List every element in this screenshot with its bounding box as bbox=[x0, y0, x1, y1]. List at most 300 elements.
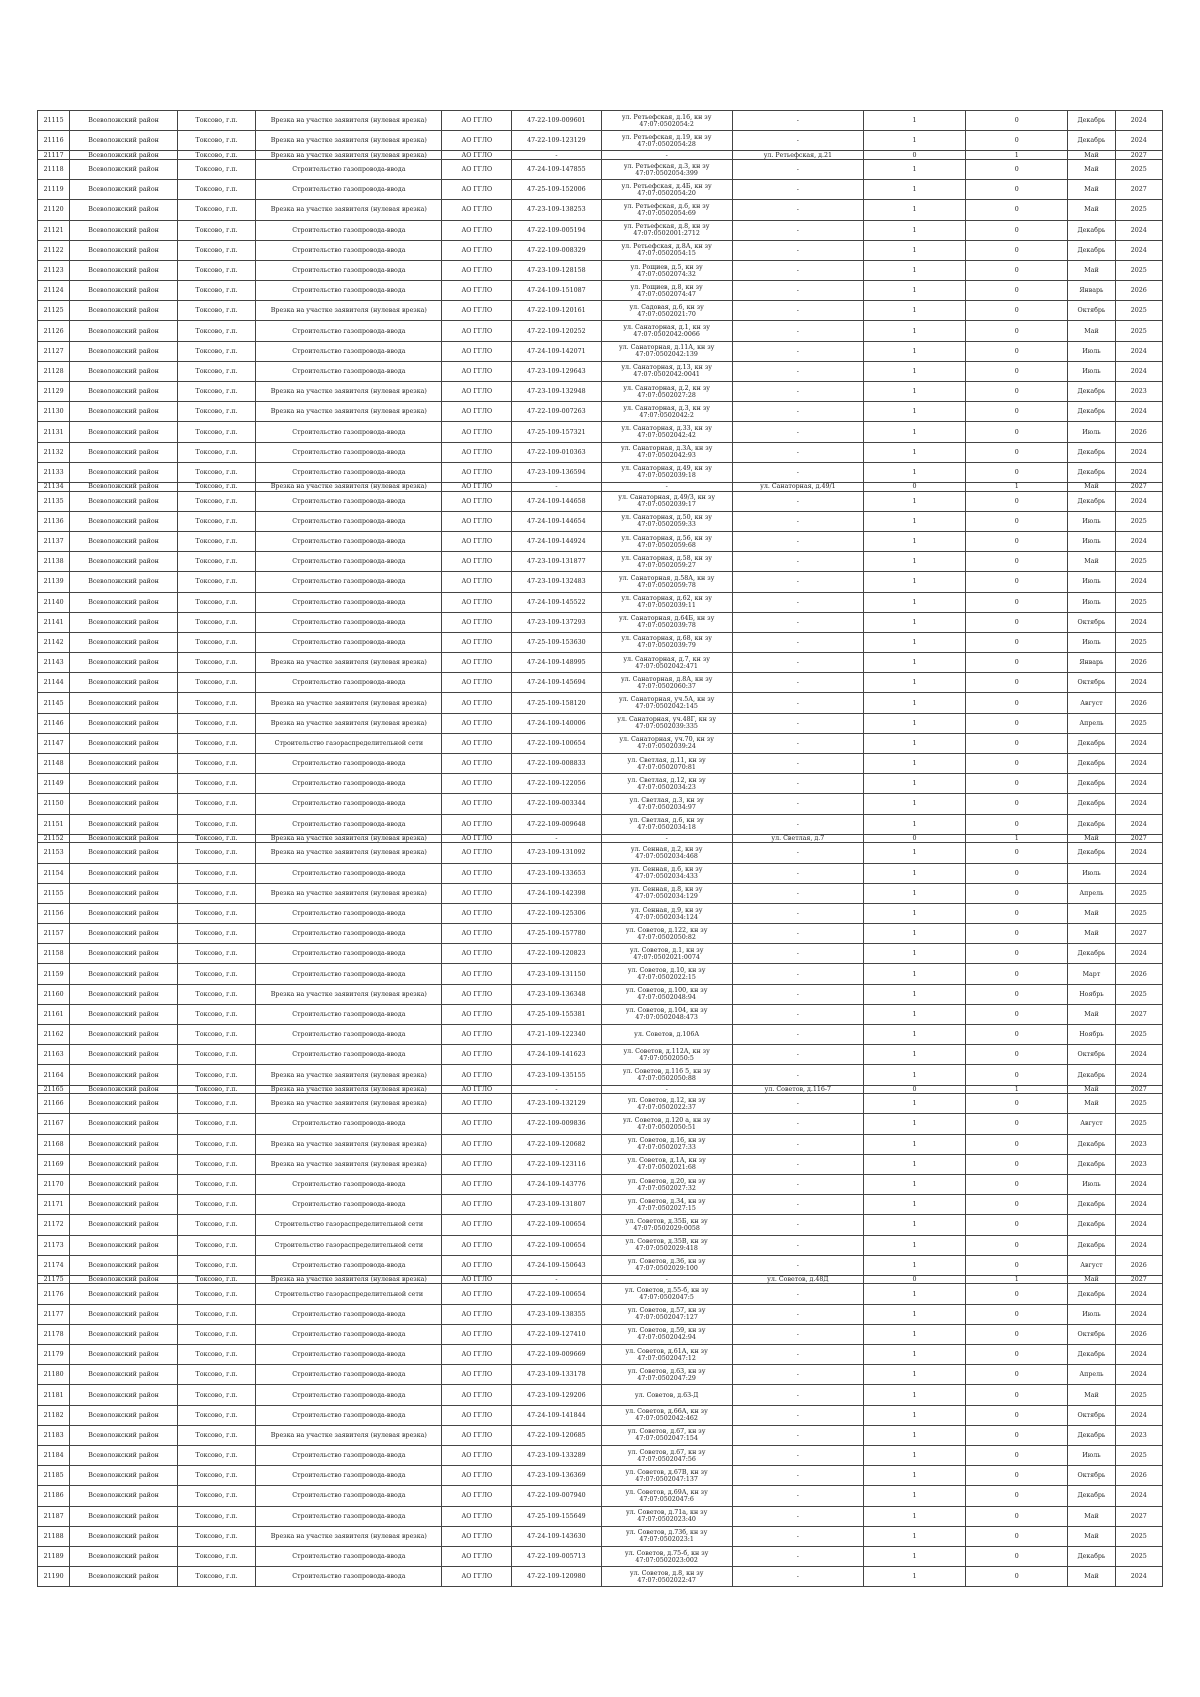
count-b-cell: 0 bbox=[966, 301, 1068, 321]
plain-address-cell: - bbox=[732, 159, 863, 179]
count-a-cell: 1 bbox=[863, 1235, 965, 1255]
district-cell: Всеволожский район bbox=[70, 361, 178, 381]
plain-address-cell: - bbox=[732, 1154, 863, 1174]
count-a-cell: 0 bbox=[863, 482, 965, 491]
row-number-cell: 21118 bbox=[38, 159, 70, 179]
settlement-cell: Токсово, г.п. bbox=[177, 1425, 256, 1445]
request-number-cell: 47-23-109-136594 bbox=[512, 462, 601, 482]
count-b-cell: 1 bbox=[966, 834, 1068, 843]
row-number-cell: 21125 bbox=[38, 301, 70, 321]
table-row bbox=[38, 693, 1163, 713]
organization-cell: АО ГГЛО bbox=[442, 984, 512, 1004]
table-row bbox=[38, 1004, 1163, 1024]
year-cell: 2024 bbox=[1115, 1235, 1162, 1255]
month-cell: Май bbox=[1068, 1385, 1115, 1405]
year-cell: 2023 bbox=[1115, 1134, 1162, 1154]
plain-address-cell: - bbox=[732, 511, 863, 531]
row-number-cell: 21164 bbox=[38, 1065, 70, 1085]
work-type-cell: Врезка на участке заявителя (нулевая врезка) bbox=[256, 382, 442, 402]
district-cell: Всеволожский район bbox=[70, 552, 178, 572]
row-number-cell: 21134 bbox=[38, 482, 70, 491]
month-cell: Декабрь bbox=[1068, 1425, 1115, 1445]
work-type-cell: Строительство газопровода-ввода bbox=[256, 531, 442, 551]
month-cell: Декабрь bbox=[1068, 843, 1115, 863]
district-cell: Всеволожский район bbox=[70, 281, 178, 301]
district-cell: Всеволожский район bbox=[70, 1345, 178, 1365]
year-cell: 2024 bbox=[1115, 572, 1162, 592]
cadastral-address-cell: ул. Советов, д.63, кн зу 47:07:0502047:29 bbox=[601, 1365, 732, 1385]
table-row bbox=[38, 321, 1163, 341]
row-number-cell: 21136 bbox=[38, 511, 70, 531]
year-cell: 2025 bbox=[1115, 321, 1162, 341]
request-number-cell: 47-24-109-140006 bbox=[512, 713, 601, 733]
count-a-cell: 1 bbox=[863, 964, 965, 984]
cadastral-address-cell: ул. Советов, д.20, кн зу 47:07:0502027:32 bbox=[601, 1174, 732, 1194]
cadastral-address-cell: ул. Советов, д.16, кн зу 47:07:0502027:33 bbox=[601, 1134, 732, 1154]
settlement-cell: Токсово, г.п. bbox=[177, 1195, 256, 1215]
cadastral-address-cell: ул. Советов, д.63-Д bbox=[601, 1385, 732, 1405]
organization-cell: АО ГГЛО bbox=[442, 754, 512, 774]
organization-cell: АО ГГЛО bbox=[442, 843, 512, 863]
year-cell: 2024 bbox=[1115, 1304, 1162, 1324]
district-cell: Всеволожский район bbox=[70, 632, 178, 652]
request-number-cell: 47-25-109-158120 bbox=[512, 693, 601, 713]
table-row bbox=[38, 151, 1163, 160]
row-number-cell: 21176 bbox=[38, 1284, 70, 1304]
cadastral-address-cell: ул. Санаторная, уч.5А, кн зу 47:07:0502042:145 bbox=[601, 693, 732, 713]
work-type-cell: Врезка на участке заявителя (нулевая врезка) bbox=[256, 843, 442, 863]
row-number-cell: 21173 bbox=[38, 1235, 70, 1255]
month-cell: Декабрь bbox=[1068, 814, 1115, 834]
district-cell: Всеволожский район bbox=[70, 180, 178, 200]
month-cell: Декабрь bbox=[1068, 1345, 1115, 1365]
work-type-cell: Строительство газопровода-ввода bbox=[256, 592, 442, 612]
year-cell: 2024 bbox=[1115, 1486, 1162, 1506]
plain-address-cell: - bbox=[732, 1004, 863, 1024]
organization-cell: АО ГГЛО bbox=[442, 1445, 512, 1465]
cadastral-address-cell: ул. Советов, д.66А, кн зу 47:07:0502042:462 bbox=[601, 1405, 732, 1425]
cadastral-address-cell: ул. Санаторная, д.64Б, кн зу 47:07:0502039:78 bbox=[601, 612, 732, 632]
count-b-cell: 1 bbox=[966, 1085, 1068, 1094]
work-type-cell: Строительство газопровода-ввода bbox=[256, 1255, 442, 1275]
request-number-cell: 47-25-109-155649 bbox=[512, 1506, 601, 1526]
table-row bbox=[38, 1215, 1163, 1235]
settlement-cell: Токсово, г.п. bbox=[177, 1215, 256, 1235]
cadastral-address-cell: ул. Санаторная, д.1, кн зу 47:07:0502042:0066 bbox=[601, 321, 732, 341]
cadastral-address-cell: ул. Советов, д.34, кн зу 47:07:0502027:15 bbox=[601, 1195, 732, 1215]
work-type-cell: Строительство газопровода-ввода bbox=[256, 1567, 442, 1587]
count-a-cell: 1 bbox=[863, 1215, 965, 1235]
cadastral-address-cell: ул. Санаторная, д.2, кн зу 47:07:0502027:28 bbox=[601, 382, 732, 402]
row-number-cell: 21129 bbox=[38, 382, 70, 402]
month-cell: Июль bbox=[1068, 341, 1115, 361]
organization-cell: АО ГГЛО bbox=[442, 240, 512, 260]
organization-cell: АО ГГЛО bbox=[442, 131, 512, 151]
month-cell: Октябрь bbox=[1068, 1324, 1115, 1344]
request-number-cell: 47-22-109-120823 bbox=[512, 944, 601, 964]
year-cell: 2025 bbox=[1115, 1094, 1162, 1114]
month-cell: Май bbox=[1068, 834, 1115, 843]
request-number-cell: 47-23-109-132129 bbox=[512, 1094, 601, 1114]
plain-address-cell: - bbox=[732, 612, 863, 632]
count-b-cell: 0 bbox=[966, 1154, 1068, 1174]
district-cell: Всеволожский район bbox=[70, 1065, 178, 1085]
row-number-cell: 21162 bbox=[38, 1025, 70, 1045]
cadastral-address-cell: ул. Ретьефская, д.6, кн зу 47:07:0502054:69 bbox=[601, 200, 732, 220]
settlement-cell: Токсово, г.п. bbox=[177, 1255, 256, 1275]
work-type-cell: Строительство газопровода-ввода bbox=[256, 1195, 442, 1215]
request-number-cell: 47-24-109-141844 bbox=[512, 1405, 601, 1425]
month-cell: Март bbox=[1068, 964, 1115, 984]
work-type-cell: Строительство газопровода-ввода bbox=[256, 552, 442, 572]
organization-cell: АО ГГЛО bbox=[442, 1385, 512, 1405]
table-row bbox=[38, 1045, 1163, 1065]
count-a-cell: 1 bbox=[863, 1174, 965, 1194]
settlement-cell: Токсово, г.п. bbox=[177, 151, 256, 160]
month-cell: Ноябрь bbox=[1068, 1025, 1115, 1045]
table-row bbox=[38, 491, 1163, 511]
district-cell: Всеволожский район bbox=[70, 903, 178, 923]
work-type-cell: Строительство газопровода-ввода bbox=[256, 944, 442, 964]
table-row bbox=[38, 1546, 1163, 1566]
request-number-cell: 47-24-109-151087 bbox=[512, 281, 601, 301]
count-a-cell: 1 bbox=[863, 1094, 965, 1114]
request-number-cell: 47-25-109-153630 bbox=[512, 632, 601, 652]
table-row bbox=[38, 301, 1163, 321]
row-number-cell: 21148 bbox=[38, 754, 70, 774]
settlement-cell: Токсово, г.п. bbox=[177, 944, 256, 964]
request-number-cell: 47-23-109-133289 bbox=[512, 1445, 601, 1465]
count-a-cell: 1 bbox=[863, 944, 965, 964]
work-type-cell: Врезка на участке заявителя (нулевая врезка) bbox=[256, 131, 442, 151]
request-number-cell: 47-22-109-005194 bbox=[512, 220, 601, 240]
cadastral-address-cell: ул. Сенная, д.9, кн зу 47:07:0502034:124 bbox=[601, 903, 732, 923]
district-cell: Всеволожский район bbox=[70, 341, 178, 361]
district-cell: Всеволожский район bbox=[70, 1526, 178, 1546]
request-number-cell: 47-23-109-136348 bbox=[512, 984, 601, 1004]
year-cell: 2024 bbox=[1115, 131, 1162, 151]
cadastral-address-cell: - bbox=[601, 1275, 732, 1284]
count-b-cell: 0 bbox=[966, 1114, 1068, 1134]
cadastral-address-cell: ул. Санаторная, д.56, кн зу 47:07:0502059:68 bbox=[601, 531, 732, 551]
month-cell: Май bbox=[1068, 924, 1115, 944]
settlement-cell: Токсово, г.п. bbox=[177, 1045, 256, 1065]
table-row bbox=[38, 713, 1163, 733]
row-number-cell: 21150 bbox=[38, 794, 70, 814]
month-cell: Июль bbox=[1068, 1304, 1115, 1324]
settlement-cell: Токсово, г.п. bbox=[177, 1345, 256, 1365]
cadastral-address-cell: ул. Санаторная, д.49/3, кн зу 47:07:0502039:17 bbox=[601, 491, 732, 511]
count-a-cell: 1 bbox=[863, 673, 965, 693]
cadastral-address-cell: ул. Санаторная, д.8А, кн зу 47:07:0502060:37 bbox=[601, 673, 732, 693]
month-cell: Май bbox=[1068, 1506, 1115, 1526]
row-number-cell: 21133 bbox=[38, 462, 70, 482]
row-number-cell: 21151 bbox=[38, 814, 70, 834]
plain-address-cell: - bbox=[732, 1215, 863, 1235]
request-number-cell: 47-24-109-142071 bbox=[512, 341, 601, 361]
settlement-cell: Токсово, г.п. bbox=[177, 733, 256, 753]
district-cell: Всеволожский район bbox=[70, 1195, 178, 1215]
cadastral-address-cell: - bbox=[601, 834, 732, 843]
settlement-cell: Токсово, г.п. bbox=[177, 462, 256, 482]
work-type-cell: Врезка на участке заявителя (нулевая врезка) bbox=[256, 693, 442, 713]
request-number-cell: 47-24-109-143630 bbox=[512, 1526, 601, 1546]
settlement-cell: Токсово, г.п. bbox=[177, 1385, 256, 1405]
district-cell: Всеволожский район bbox=[70, 1154, 178, 1174]
count-a-cell: 1 bbox=[863, 592, 965, 612]
cadastral-address-cell: ул. Санаторная, уч.48Г, кн зу 47:07:0502039:335 bbox=[601, 713, 732, 733]
year-cell: 2023 bbox=[1115, 1425, 1162, 1445]
organization-cell: АО ГГЛО bbox=[442, 341, 512, 361]
count-b-cell: 0 bbox=[966, 1304, 1068, 1324]
work-type-cell: Строительство газораспределительной сети bbox=[256, 1215, 442, 1235]
year-cell: 2025 bbox=[1115, 903, 1162, 923]
organization-cell: АО ГГЛО bbox=[442, 693, 512, 713]
organization-cell: АО ГГЛО bbox=[442, 422, 512, 442]
request-number-cell: 47-22-109-009836 bbox=[512, 1114, 601, 1134]
table-row bbox=[38, 281, 1163, 301]
row-number-cell: 21142 bbox=[38, 632, 70, 652]
count-b-cell: 0 bbox=[966, 1174, 1068, 1194]
count-b-cell: 0 bbox=[966, 382, 1068, 402]
count-a-cell: 1 bbox=[863, 1365, 965, 1385]
district-cell: Всеволожский район bbox=[70, 1255, 178, 1275]
table-row bbox=[38, 1065, 1163, 1085]
row-number-cell: 21128 bbox=[38, 361, 70, 381]
request-number-cell: 47-24-109-145694 bbox=[512, 673, 601, 693]
year-cell: 2025 bbox=[1115, 260, 1162, 280]
table-row bbox=[38, 1425, 1163, 1445]
count-b-cell: 0 bbox=[966, 1506, 1068, 1526]
count-b-cell: 0 bbox=[966, 1405, 1068, 1425]
district-cell: Всеволожский район bbox=[70, 1085, 178, 1094]
request-number-cell: 47-22-109-120980 bbox=[512, 1567, 601, 1587]
year-cell: 2027 bbox=[1115, 482, 1162, 491]
cadastral-address-cell: ул. Светлая, д.11, кн зу 47:07:0502070:81 bbox=[601, 754, 732, 774]
year-cell: 2026 bbox=[1115, 1324, 1162, 1344]
count-b-cell: 0 bbox=[966, 1065, 1068, 1085]
count-b-cell: 0 bbox=[966, 1365, 1068, 1385]
row-number-cell: 21157 bbox=[38, 924, 70, 944]
district-cell: Всеволожский район bbox=[70, 1235, 178, 1255]
plain-address-cell: - bbox=[732, 903, 863, 923]
table-row bbox=[38, 843, 1163, 863]
request-number-cell: 47-23-109-135155 bbox=[512, 1065, 601, 1085]
district-cell: Всеволожский район bbox=[70, 1304, 178, 1324]
table-row bbox=[38, 883, 1163, 903]
count-b-cell: 0 bbox=[966, 774, 1068, 794]
count-b-cell: 0 bbox=[966, 260, 1068, 280]
organization-cell: АО ГГЛО bbox=[442, 673, 512, 693]
table-row bbox=[38, 834, 1163, 843]
work-type-cell: Строительство газопровода-ввода bbox=[256, 1174, 442, 1194]
settlement-cell: Токсово, г.п. bbox=[177, 883, 256, 903]
work-type-cell: Врезка на участке заявителя (нулевая врезка) bbox=[256, 111, 442, 131]
table-row bbox=[38, 1275, 1163, 1284]
count-b-cell: 1 bbox=[966, 1275, 1068, 1284]
count-b-cell: 0 bbox=[966, 592, 1068, 612]
year-cell: 2025 bbox=[1115, 301, 1162, 321]
settlement-cell: Токсово, г.п. bbox=[177, 260, 256, 280]
work-type-cell: Строительство газопровода-ввода bbox=[256, 1405, 442, 1425]
row-number-cell: 21189 bbox=[38, 1546, 70, 1566]
count-b-cell: 0 bbox=[966, 361, 1068, 381]
organization-cell: АО ГГЛО bbox=[442, 1345, 512, 1365]
month-cell: Декабрь bbox=[1068, 794, 1115, 814]
count-b-cell: 0 bbox=[966, 693, 1068, 713]
organization-cell: АО ГГЛО bbox=[442, 200, 512, 220]
organization-cell: АО ГГЛО bbox=[442, 834, 512, 843]
count-b-cell: 0 bbox=[966, 1567, 1068, 1587]
table-row bbox=[38, 462, 1163, 482]
count-a-cell: 1 bbox=[863, 1045, 965, 1065]
year-cell: 2026 bbox=[1115, 1466, 1162, 1486]
district-cell: Всеволожский район bbox=[70, 442, 178, 462]
count-a-cell: 1 bbox=[863, 794, 965, 814]
plain-address-cell: - bbox=[732, 883, 863, 903]
table-row bbox=[38, 863, 1163, 883]
settlement-cell: Токсово, г.п. bbox=[177, 843, 256, 863]
count-b-cell: 0 bbox=[966, 180, 1068, 200]
count-b-cell: 1 bbox=[966, 151, 1068, 160]
request-number-cell: 47-24-109-142398 bbox=[512, 883, 601, 903]
request-number-cell: 47-23-109-132483 bbox=[512, 572, 601, 592]
year-cell: 2025 bbox=[1115, 1025, 1162, 1045]
work-type-cell: Строительство газопровода-ввода bbox=[256, 814, 442, 834]
count-a-cell: 1 bbox=[863, 632, 965, 652]
settlement-cell: Токсово, г.п. bbox=[177, 713, 256, 733]
plain-address-cell: - bbox=[732, 653, 863, 673]
count-b-cell: 0 bbox=[966, 1094, 1068, 1114]
request-number-cell: 47-22-109-009601 bbox=[512, 111, 601, 131]
year-cell: 2027 bbox=[1115, 1275, 1162, 1284]
count-b-cell: 0 bbox=[966, 1284, 1068, 1304]
table-row bbox=[38, 733, 1163, 753]
district-cell: Всеволожский район bbox=[70, 301, 178, 321]
row-number-cell: 21154 bbox=[38, 863, 70, 883]
count-b-cell: 0 bbox=[966, 442, 1068, 462]
count-a-cell: 1 bbox=[863, 693, 965, 713]
year-cell: 2024 bbox=[1115, 863, 1162, 883]
settlement-cell: Токсово, г.п. bbox=[177, 834, 256, 843]
work-type-cell: Врезка на участке заявителя (нулевая врезка) bbox=[256, 883, 442, 903]
year-cell: 2027 bbox=[1115, 834, 1162, 843]
count-a-cell: 1 bbox=[863, 159, 965, 179]
row-number-cell: 21181 bbox=[38, 1385, 70, 1405]
count-a-cell: 1 bbox=[863, 1486, 965, 1506]
request-number-cell: 47-23-109-133178 bbox=[512, 1365, 601, 1385]
count-a-cell: 1 bbox=[863, 1025, 965, 1045]
district-cell: Всеволожский район bbox=[70, 531, 178, 551]
organization-cell: АО ГГЛО bbox=[442, 301, 512, 321]
organization-cell: АО ГГЛО bbox=[442, 260, 512, 280]
count-b-cell: 0 bbox=[966, 1025, 1068, 1045]
count-a-cell: 1 bbox=[863, 924, 965, 944]
count-a-cell: 1 bbox=[863, 442, 965, 462]
organization-cell: АО ГГЛО bbox=[442, 1546, 512, 1566]
plain-address-cell: - bbox=[732, 361, 863, 381]
work-type-cell: Строительство газопровода-ввода bbox=[256, 422, 442, 442]
organization-cell: АО ГГЛО bbox=[442, 402, 512, 422]
row-number-cell: 21167 bbox=[38, 1114, 70, 1134]
settlement-cell: Токсово, г.п. bbox=[177, 301, 256, 321]
count-b-cell: 0 bbox=[966, 1466, 1068, 1486]
count-a-cell: 1 bbox=[863, 1255, 965, 1275]
count-a-cell: 1 bbox=[863, 1345, 965, 1365]
district-cell: Всеволожский район bbox=[70, 260, 178, 280]
plain-address-cell: - bbox=[732, 1324, 863, 1344]
count-b-cell: 0 bbox=[966, 1425, 1068, 1445]
table-row bbox=[38, 673, 1163, 693]
row-number-cell: 21156 bbox=[38, 903, 70, 923]
row-number-cell: 21140 bbox=[38, 592, 70, 612]
year-cell: 2026 bbox=[1115, 653, 1162, 673]
organization-cell: АО ГГЛО bbox=[442, 1526, 512, 1546]
request-number-cell: 47-22-109-122056 bbox=[512, 774, 601, 794]
count-a-cell: 1 bbox=[863, 863, 965, 883]
plain-address-cell: - bbox=[732, 491, 863, 511]
year-cell: 2026 bbox=[1115, 281, 1162, 301]
district-cell: Всеволожский район bbox=[70, 843, 178, 863]
plain-address-cell: - bbox=[732, 673, 863, 693]
count-b-cell: 0 bbox=[966, 713, 1068, 733]
work-type-cell: Врезка на участке заявителя (нулевая врезка) bbox=[256, 1526, 442, 1546]
year-cell: 2023 bbox=[1115, 382, 1162, 402]
count-a-cell: 1 bbox=[863, 754, 965, 774]
table-row bbox=[38, 260, 1163, 280]
year-cell: 2024 bbox=[1115, 361, 1162, 381]
organization-cell: АО ГГЛО bbox=[442, 321, 512, 341]
month-cell: Декабрь bbox=[1068, 1546, 1115, 1566]
year-cell: 2025 bbox=[1115, 1526, 1162, 1546]
organization-cell: АО ГГЛО bbox=[442, 531, 512, 551]
settlement-cell: Токсово, г.п. bbox=[177, 422, 256, 442]
row-number-cell: 21158 bbox=[38, 944, 70, 964]
table-row bbox=[38, 794, 1163, 814]
district-cell: Всеволожский район bbox=[70, 814, 178, 834]
request-number-cell: - bbox=[512, 1275, 601, 1284]
plain-address-cell: - bbox=[732, 531, 863, 551]
month-cell: Май bbox=[1068, 260, 1115, 280]
settlement-cell: Токсово, г.п. bbox=[177, 180, 256, 200]
table-row bbox=[38, 1324, 1163, 1344]
count-b-cell: 0 bbox=[966, 924, 1068, 944]
count-a-cell: 1 bbox=[863, 1304, 965, 1324]
settlement-cell: Токсово, г.п. bbox=[177, 1114, 256, 1134]
count-b-cell: 0 bbox=[966, 131, 1068, 151]
month-cell: Декабрь bbox=[1068, 1065, 1115, 1085]
count-b-cell: 0 bbox=[966, 733, 1068, 753]
request-number-cell: - bbox=[512, 151, 601, 160]
settlement-cell: Токсово, г.п. bbox=[177, 1304, 256, 1324]
month-cell: Январь bbox=[1068, 281, 1115, 301]
settlement-cell: Токсово, г.п. bbox=[177, 653, 256, 673]
organization-cell: АО ГГЛО bbox=[442, 1134, 512, 1154]
month-cell: Декабрь bbox=[1068, 944, 1115, 964]
year-cell: 2027 bbox=[1115, 151, 1162, 160]
year-cell: 2026 bbox=[1115, 1255, 1162, 1275]
request-number-cell: 47-22-109-127410 bbox=[512, 1324, 601, 1344]
count-a-cell: 1 bbox=[863, 511, 965, 531]
request-number-cell: 47-22-109-120161 bbox=[512, 301, 601, 321]
year-cell: 2024 bbox=[1115, 531, 1162, 551]
organization-cell: АО ГГЛО bbox=[442, 1065, 512, 1085]
plain-address-cell: - bbox=[732, 382, 863, 402]
cadastral-address-cell: ул. Сенная, д.8, кн зу 47:07:0502034:129 bbox=[601, 883, 732, 903]
plain-address-cell: - bbox=[732, 794, 863, 814]
month-cell: Декабрь bbox=[1068, 220, 1115, 240]
plain-address-cell: - bbox=[732, 964, 863, 984]
